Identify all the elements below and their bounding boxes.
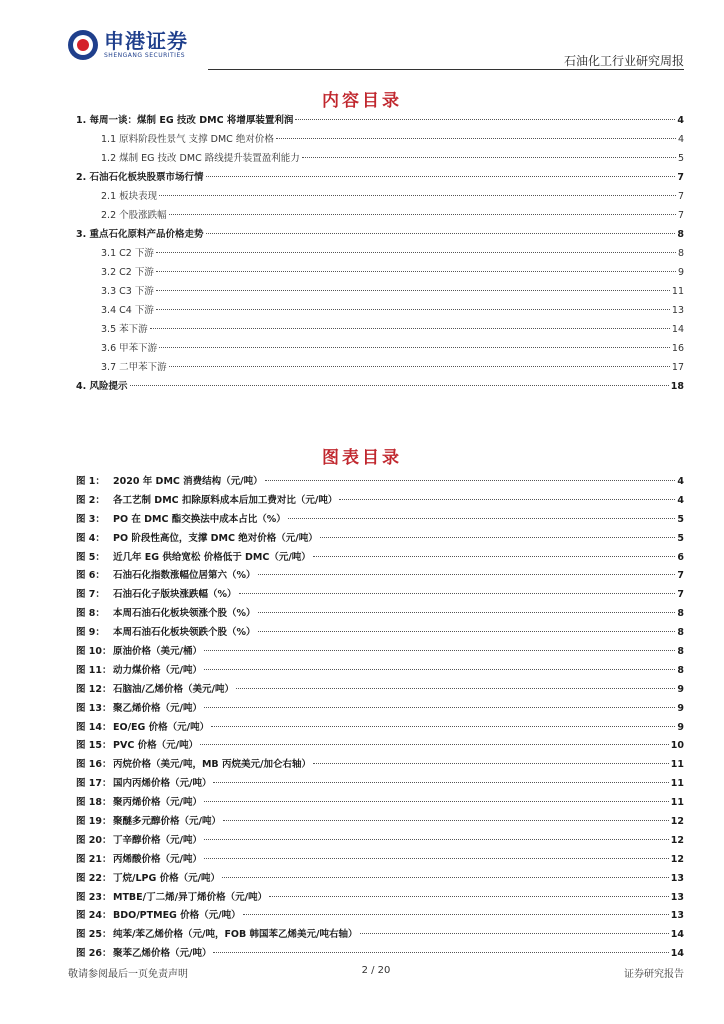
figure-entry[interactable] [76,794,684,813]
figure-entry[interactable] [76,870,684,889]
figure-number: 图 4： [76,532,105,544]
figure-entry[interactable] [76,813,684,832]
leader-dots [339,499,675,500]
figure-number: 图 13： [76,702,112,714]
leader-dots [288,518,676,519]
leader-dots [360,933,669,934]
company-logo [68,30,188,60]
figure-entry[interactable] [76,492,684,511]
leader-dots [206,233,676,234]
leader-dots [258,574,676,575]
toc-entry[interactable] [76,264,684,283]
figure-entry[interactable] [76,926,684,945]
figure-page: 9 [677,721,684,733]
figure-entry[interactable] [76,605,684,624]
figure-page: 11 [670,797,684,809]
figure-entry[interactable] [76,945,684,964]
figure-entry[interactable] [76,473,684,492]
toc-entry[interactable] [76,112,684,131]
figure-entry[interactable] [76,624,684,643]
toc-entry-page: 17 [671,362,684,373]
figure-number: 图 21： [76,853,112,865]
toc-entry[interactable] [76,321,684,340]
toc-entry[interactable] [76,245,684,264]
leader-dots [204,801,669,802]
figure-title: 2020 年 DMC 消费结构（元/吨） [113,476,263,487]
leader-dots [200,744,669,745]
figure-title: 近几年 EG 供给宽松 价格低于 DMC（元/吨） [113,551,311,563]
toc-entry-page: 8 [677,248,684,259]
figure-title: 原油价格（美元/桶） [113,646,202,658]
leader-dots [265,480,676,481]
leader-dots [156,252,676,253]
figure-entry[interactable] [76,586,684,605]
figure-page: 9 [677,683,684,695]
figure-title: EO/EG 价格（元/吨） [113,721,210,733]
figure-title: 聚丙烯价格（元/吨） [113,797,202,809]
leader-dots [156,309,670,310]
toc-entry-page: 9 [677,267,684,278]
toc-entry-title: 3.4 C4 下游 [101,305,154,316]
figure-page: 4 [677,476,684,487]
figure-title: 动力煤价格（元/吨） [113,664,202,676]
figure-page: 14 [670,948,684,960]
toc-entry[interactable] [76,378,684,397]
toc-entry[interactable] [76,340,684,359]
toc-entry-page: 5 [677,153,684,164]
figure-number: 图 3： [76,513,105,525]
figure-page: 12 [670,816,684,828]
toc-entry-title: 1.2 煤制 EG 技改 DMC 路线提升装置盈利能力 [101,153,300,164]
toc-entry-title: 3.6 甲苯下游 [101,343,158,354]
figure-page: 13 [670,910,684,922]
leader-dots [236,688,675,689]
figure-entry[interactable] [76,662,684,681]
figure-entry[interactable] [76,889,684,908]
toc-entry-page: 18 [670,381,684,392]
toc-entry-page: 7 [677,172,684,183]
toc-entry-title: 2. 石油石化板块股票市场行情 [76,172,204,183]
figure-entry[interactable] [76,681,684,700]
figure-entry[interactable] [76,737,684,756]
figure-entry[interactable] [76,851,684,870]
figure-page: 6 [677,551,684,563]
figure-number: 图 7： [76,589,105,601]
figure-page: 5 [677,532,684,544]
leader-dots [313,556,676,557]
toc-entry-title: 3. 重点石化原料产品价格走势 [76,229,204,240]
figure-title: MTBE/丁二烯/异丁烯价格（元/吨） [113,891,268,903]
toc-entry-page: 13 [671,305,684,316]
toc-entry[interactable] [76,283,684,302]
leader-dots [213,782,668,783]
toc-entry[interactable] [76,188,684,207]
report-type: 石油化工行业研究周报 [563,54,684,68]
figure-page: 5 [677,513,684,525]
figure-number: 图 10： [76,646,112,658]
toc-entry-title: 3.7 二甲苯下游 [101,362,167,373]
figure-entry[interactable] [76,756,684,775]
figure-title: 丁辛醇价格（元/吨） [113,834,202,846]
figure-title: BDO/PTMEG 价格（元/吨） [113,910,241,922]
leader-dots [213,952,668,953]
leader-dots [204,839,669,840]
leader-dots [258,631,676,632]
figure-number: 图 6： [76,570,105,582]
figure-entry[interactable] [76,511,684,530]
figure-title: PVC 价格（元/吨） [113,740,199,752]
figure-number: 图 2： [76,494,105,506]
figure-number: 图 19： [76,816,112,828]
header-divider [208,69,684,70]
toc-title: 内容目录 [322,91,402,111]
toc-entry-page: 4 [677,115,684,126]
figure-number: 图 25： [76,929,112,941]
leader-dots [222,877,669,878]
figure-page: 13 [670,872,684,884]
figure-number: 图 9： [76,627,105,639]
toc-entry-title: 1. 每周一谈：煤制 EG 技改 DMC 将增厚装置利润 [76,115,294,126]
logo-icon [68,30,98,60]
figure-number: 图 22： [76,872,112,884]
figure-number: 图 14： [76,721,112,733]
figure-number: 图 8： [76,608,105,620]
toc-entry-title: 2.1 板块表现 [101,191,158,202]
figure-title: 石油石化指数涨幅位居第六（%） [113,570,256,582]
toc-entry[interactable] [76,169,684,188]
figure-title: 丙烷价格（美元/吨，MB 丙烷美元/加仑右轴） [113,759,311,771]
toc-entry-title: 2.2 个股涨跌幅 [101,210,167,221]
logo-cn-name: 申港证券 [104,29,188,53]
figure-entry[interactable] [76,719,684,738]
toc-entry[interactable] [76,150,684,169]
leader-dots [204,858,669,859]
figure-page: 14 [670,929,684,941]
toc-entry-page: 7 [677,191,684,202]
leader-dots [243,914,669,915]
figure-entry[interactable] [76,530,684,549]
figure-entry[interactable] [76,700,684,719]
figure-title: 聚乙烯价格（元/吨） [113,702,202,714]
figure-title: 纯苯/苯乙烯价格（元/吨，FOB 韩国苯乙烯美元/吨右轴） [113,929,358,941]
figure-entry[interactable] [76,832,684,851]
leader-dots [320,537,676,538]
page-number: 2 / 20 [361,965,391,976]
leader-dots [204,669,675,670]
leader-dots [269,896,669,897]
leader-dots [276,138,676,139]
figure-title: 各工艺制 DMC 扣除原料成本后加工费对比（元/吨） [113,494,338,506]
figure-page: 8 [677,646,684,658]
figure-page: 4 [677,494,684,506]
leader-dots [204,650,675,651]
figure-number: 图 12： [76,683,112,695]
figures-title: 图表目录 [322,448,402,468]
leader-dots [211,726,675,727]
logo-en-name: SHENGANG SECURITIES [104,52,186,59]
figure-title: PO 阶段性高位，支撑 DMC 绝对价格（元/吨） [113,532,318,544]
leader-dots [206,176,676,177]
toc-entry-title: 3.2 C2 下游 [101,267,154,278]
figure-page: 7 [677,589,684,601]
figure-number: 图 23： [76,891,112,903]
report-label: 证券研究报告 [624,969,684,980]
page-header [68,30,684,70]
figure-title: 聚醚多元醇价格（元/吨） [113,816,221,828]
toc-entry-title: 3.1 C2 下游 [101,248,154,259]
leader-dots [159,347,670,348]
figure-page: 7 [677,570,684,582]
figure-page: 11 [670,759,684,771]
leader-dots [156,290,670,291]
figure-number: 图 26： [76,948,112,960]
figure-number: 图 18： [76,797,112,809]
figure-page: 8 [677,627,684,639]
toc-entry-page: 14 [671,324,684,335]
leader-dots [295,119,675,120]
figure-page: 10 [670,740,684,752]
leader-dots [169,214,676,215]
leader-dots [313,763,669,764]
leader-dots [302,157,676,158]
figure-number: 图 17： [76,778,112,790]
figure-entry[interactable] [76,567,684,586]
toc-entry[interactable] [76,359,684,378]
toc-entry-page: 4 [677,134,684,145]
toc-entry-title: 4. 风险提示 [76,381,128,392]
figure-entry[interactable] [76,775,684,794]
toc-entry-page: 11 [671,286,684,297]
figure-title: 本周石油石化板块领涨个股（%） [113,608,256,620]
figure-title: 石脑油/乙烯价格（美元/吨） [113,683,234,695]
figure-entry[interactable] [76,907,684,926]
figure-title: PO 在 DMC 酯交换法中成本占比（%） [113,513,286,525]
figure-page: 13 [670,891,684,903]
leader-dots [156,271,676,272]
leader-dots [258,612,676,613]
figure-number: 图 11： [76,664,112,676]
figure-title: 国内丙烯价格（元/吨） [113,778,212,790]
figure-page: 12 [670,834,684,846]
table-of-contents [76,112,684,397]
figure-page: 9 [677,702,684,714]
toc-entry[interactable] [76,302,684,321]
leader-dots [150,328,670,329]
figure-entry[interactable] [76,643,684,662]
figure-number: 图 24： [76,910,112,922]
figure-number: 图 1： [76,476,105,487]
leader-dots [159,195,676,196]
leader-dots [169,366,670,367]
leader-dots [223,820,669,821]
figure-page: 8 [677,664,684,676]
toc-entry-page: 16 [671,343,684,354]
figure-title: 丁烷/LPG 价格（元/吨） [113,872,221,884]
figure-number: 图 16： [76,759,112,771]
toc-entry-page: 7 [677,210,684,221]
figure-number: 图 15： [76,740,112,752]
toc-entry[interactable] [76,207,684,226]
figure-title: 本周石油石化板块领跌个股（%） [113,627,256,639]
figure-title: 石油石化子版块涨跌幅（%） [113,589,237,601]
toc-entry-title: 1.1 原料阶段性景气 支撑 DMC 绝对价格 [101,134,274,145]
toc-entry-page: 8 [677,229,684,240]
figure-page: 11 [670,778,684,790]
figure-number: 图 20： [76,834,112,846]
figure-list [76,473,684,964]
figure-entry[interactable] [76,549,684,568]
leader-dots [204,707,675,708]
figure-title: 丙烯酸价格（元/吨） [113,853,202,865]
leader-dots [239,593,676,594]
figure-page: 12 [670,853,684,865]
toc-entry-title: 3.5 苯下游 [101,324,148,335]
toc-entry[interactable] [76,226,684,245]
figure-page: 8 [677,608,684,620]
disclaimer-note: 敬请参阅最后一页免责声明 [68,969,188,980]
figure-number: 图 5： [76,551,105,563]
figure-title: 聚苯乙烯价格（元/吨） [113,948,212,960]
toc-entry-title: 3.3 C3 下游 [101,286,154,297]
leader-dots [130,385,669,386]
toc-entry[interactable] [76,131,684,150]
